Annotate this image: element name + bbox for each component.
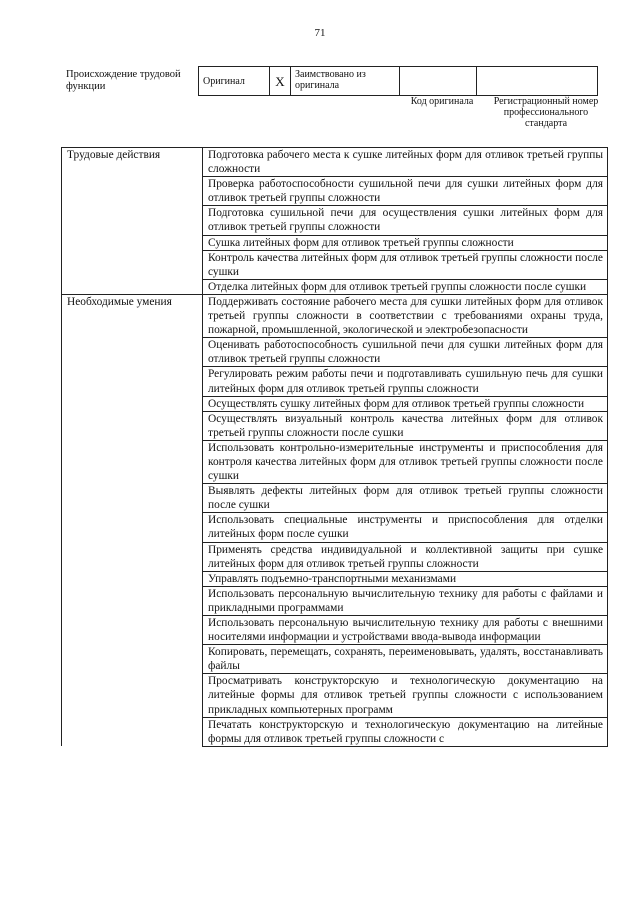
section-title-continuation — [62, 645, 203, 674]
table-row — [62, 484, 608, 513]
section-title-continuation — [62, 484, 203, 513]
table-row — [62, 235, 608, 250]
section-title-continuation — [62, 586, 203, 615]
section-item: Оценивать работоспособность сушильной печи для сушки литейных форм для отливок третьей группы сложности — [203, 338, 608, 367]
table-row — [62, 396, 608, 411]
section-item: Выявлять дефекты литейных форм для отливок третьей группы сложности после сушки — [203, 484, 608, 513]
table-row — [62, 440, 608, 483]
section-item: Подготовка сушильной печи для осуществления сушки литейных форм для отливок третьей группы сложности — [203, 206, 608, 235]
table-row — [62, 206, 608, 235]
section-item: Управлять подъемно-транспортными механизмами — [203, 571, 608, 586]
table-row — [62, 411, 608, 440]
table-row — [62, 338, 608, 367]
section-title-continuation — [62, 542, 203, 571]
table-row — [62, 250, 608, 279]
section-title-continuation — [62, 411, 203, 440]
section-item: Осуществлять сушку литейных форм для отливок третьей группы сложности — [203, 396, 608, 411]
section-item: Контроль качества литейных форм для отливок третьей группы сложности после сушки — [203, 250, 608, 279]
table-row — [62, 513, 608, 542]
section-item: Использовать специальные инструменты и приспособления для отделки литейных форм после сушки — [203, 513, 608, 542]
section-item: Копировать, перемещать, сохранять, переименовывать, удалять, восстанавливать файлы — [203, 645, 608, 674]
table-row — [62, 586, 608, 615]
table-row — [62, 616, 608, 645]
section-title: Трудовые действия — [62, 148, 203, 177]
section-title-continuation — [62, 396, 203, 411]
section-item: Использовать персональную вычислительную технику для работы с внешними носителями информации и устройствами ввода-вывода информации — [203, 616, 608, 645]
section-title-continuation — [62, 338, 203, 367]
section-item: Использовать персональную вычислительную технику для работы с файлами и прикладными программами — [203, 586, 608, 615]
section-title-continuation — [62, 250, 203, 279]
section-item: Использовать контрольно-измерительные инструменты и приспособления для контроля качества литейных форм для отливок третьей группы сложности после сушки — [203, 440, 608, 483]
section-item: Применять средства индивидуальной и коллективной защиты при сушке литейных форм для отливок третьей группы сложности — [203, 542, 608, 571]
table-row — [62, 571, 608, 586]
table-row — [62, 279, 608, 294]
section-title-continuation — [62, 177, 203, 206]
section-item: Печатать конструкторскую и технологическую документацию на литейные формы для отливок третьей группы сложности с — [203, 717, 608, 746]
table-row — [62, 717, 608, 746]
section-title-continuation — [62, 674, 203, 717]
section-title-continuation — [62, 367, 203, 396]
section-title-continuation — [62, 440, 203, 483]
section-title-continuation — [62, 513, 203, 542]
reg-number-label: Регистрационный номер профессионального стандарта — [493, 96, 599, 129]
section-item: Осуществлять визуальный контроль качества литейных форм для отливок третьей группы сложности после сушки — [203, 411, 608, 440]
section-title-continuation — [62, 279, 203, 294]
origin-mark-cell: X — [270, 67, 291, 96]
section-title-continuation — [62, 717, 203, 746]
table-row — [62, 674, 608, 717]
section-item: Сушка литейных форм для отливок третьей группы сложности — [203, 235, 608, 250]
table-row — [62, 645, 608, 674]
origin-original-cell: Оригинал — [199, 67, 270, 96]
section-item: Просматривать конструкторскую и технологическую документацию на литейные формы для отливок третьей группы сложности с использованием прикладных компьютерных программ — [203, 674, 608, 717]
origin-borrowed-cell: Заимствовано из оригинала — [291, 67, 400, 96]
labor-function-table — [61, 147, 608, 747]
section-title-continuation — [62, 616, 203, 645]
origin-code-cell — [400, 67, 477, 96]
table-row — [62, 542, 608, 571]
section-item: Проверка работоспособности сушильной печи для сушки литейных форм для отливок третьей группы сложности — [203, 177, 608, 206]
page-number: 71 — [314, 27, 326, 39]
code-original-label: Код оригинала — [410, 96, 474, 107]
origin-table — [198, 66, 598, 96]
section-item: Подготовка рабочего места к сушке литейных форм для отливок третьей группы сложности — [203, 148, 608, 177]
section-title-continuation — [62, 206, 203, 235]
table-row — [62, 367, 608, 396]
section-item: Поддерживать состояние рабочего места для сушки литейных форм для отливок третьей группы сложности в соответствии с требованиями охраны труда, пожарной, промышленной, экологической и электробезопасности — [203, 294, 608, 337]
section-title-continuation — [62, 235, 203, 250]
table-row — [62, 148, 608, 177]
section-title-continuation — [62, 571, 203, 586]
table-row — [62, 177, 608, 206]
section-item: Отделка литейных форм для отливок третьей группы сложности после сушки — [203, 279, 608, 294]
table-row — [62, 294, 608, 337]
origin-reg-cell — [477, 67, 598, 96]
section-title: Необходимые умения — [62, 294, 203, 337]
origin-label: Происхождение трудовой функции — [66, 69, 181, 92]
section-item: Регулировать режим работы печи и подготавливать сушильную печь для сушки литейных форм для отливок третьей группы сложности — [203, 367, 608, 396]
